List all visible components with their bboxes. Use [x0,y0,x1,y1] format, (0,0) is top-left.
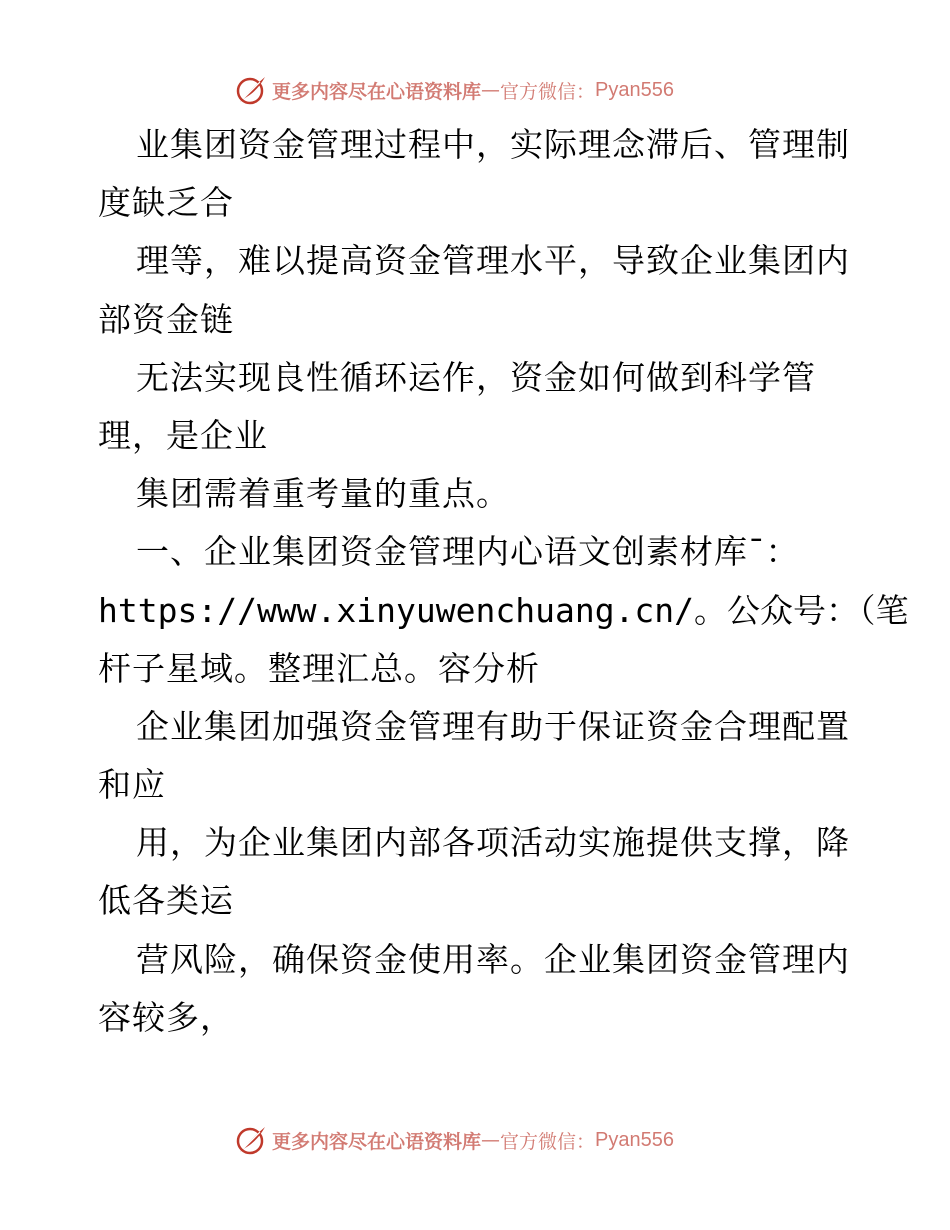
body-line: 低各类运 [98,881,234,921]
body-line: 无法实现良性循环运作，资金如何做到科学管 [136,357,816,397]
header-wechat-id: Pyan556 [595,78,674,101]
footer-separator: — [481,1129,501,1151]
body-line: 理，是企业 [98,415,268,455]
feather-logo-icon [236,74,268,106]
header-wechat-label: 官方微信： [500,80,596,103]
body-line: 集团需着重考量的重点。 [136,474,510,514]
footer-banner [236,1122,674,1158]
body-line: 容较多， [98,997,234,1037]
body-line-url: https://www.xinyuwenchuang.cn/。公众号：（笔 [98,590,909,630]
body-line: 和应 [98,765,166,805]
header-separator: — [481,79,501,101]
body-line: 度缺乏合 [98,183,234,223]
body-line: 一、企业集团资金管理内心语文创素材库ˉ： [136,532,800,572]
footer-brand: 更多内容尽在心语资料库 [272,1130,482,1153]
header-banner [236,72,674,108]
body-line: 部资金链 [98,299,234,339]
footer-wechat-label: 官方微信： [500,1130,596,1153]
footer-wechat-id: Pyan556 [595,1128,674,1151]
body-line: 杆子星域。整理汇总。容分析 [98,648,540,688]
body-line: 业集团资金管理过程中，实际理念滞后、管理制 [136,125,850,164]
body-line: 企业集团加强资金管理有助于保证资金合理配置 [136,706,850,746]
body-line: 理等，难以提高资金管理水平，导致企业集团内 [136,241,850,281]
body-line: 营风险，确保资金使用率。企业集团资金管理内 [136,939,850,979]
document-body [98,116,909,1047]
body-line: 用，为企业集团内部各项活动实施提供支撑，降 [136,823,850,863]
header-brand: 更多内容尽在心语资料库 [272,80,482,103]
feather-logo-icon [236,1124,268,1156]
